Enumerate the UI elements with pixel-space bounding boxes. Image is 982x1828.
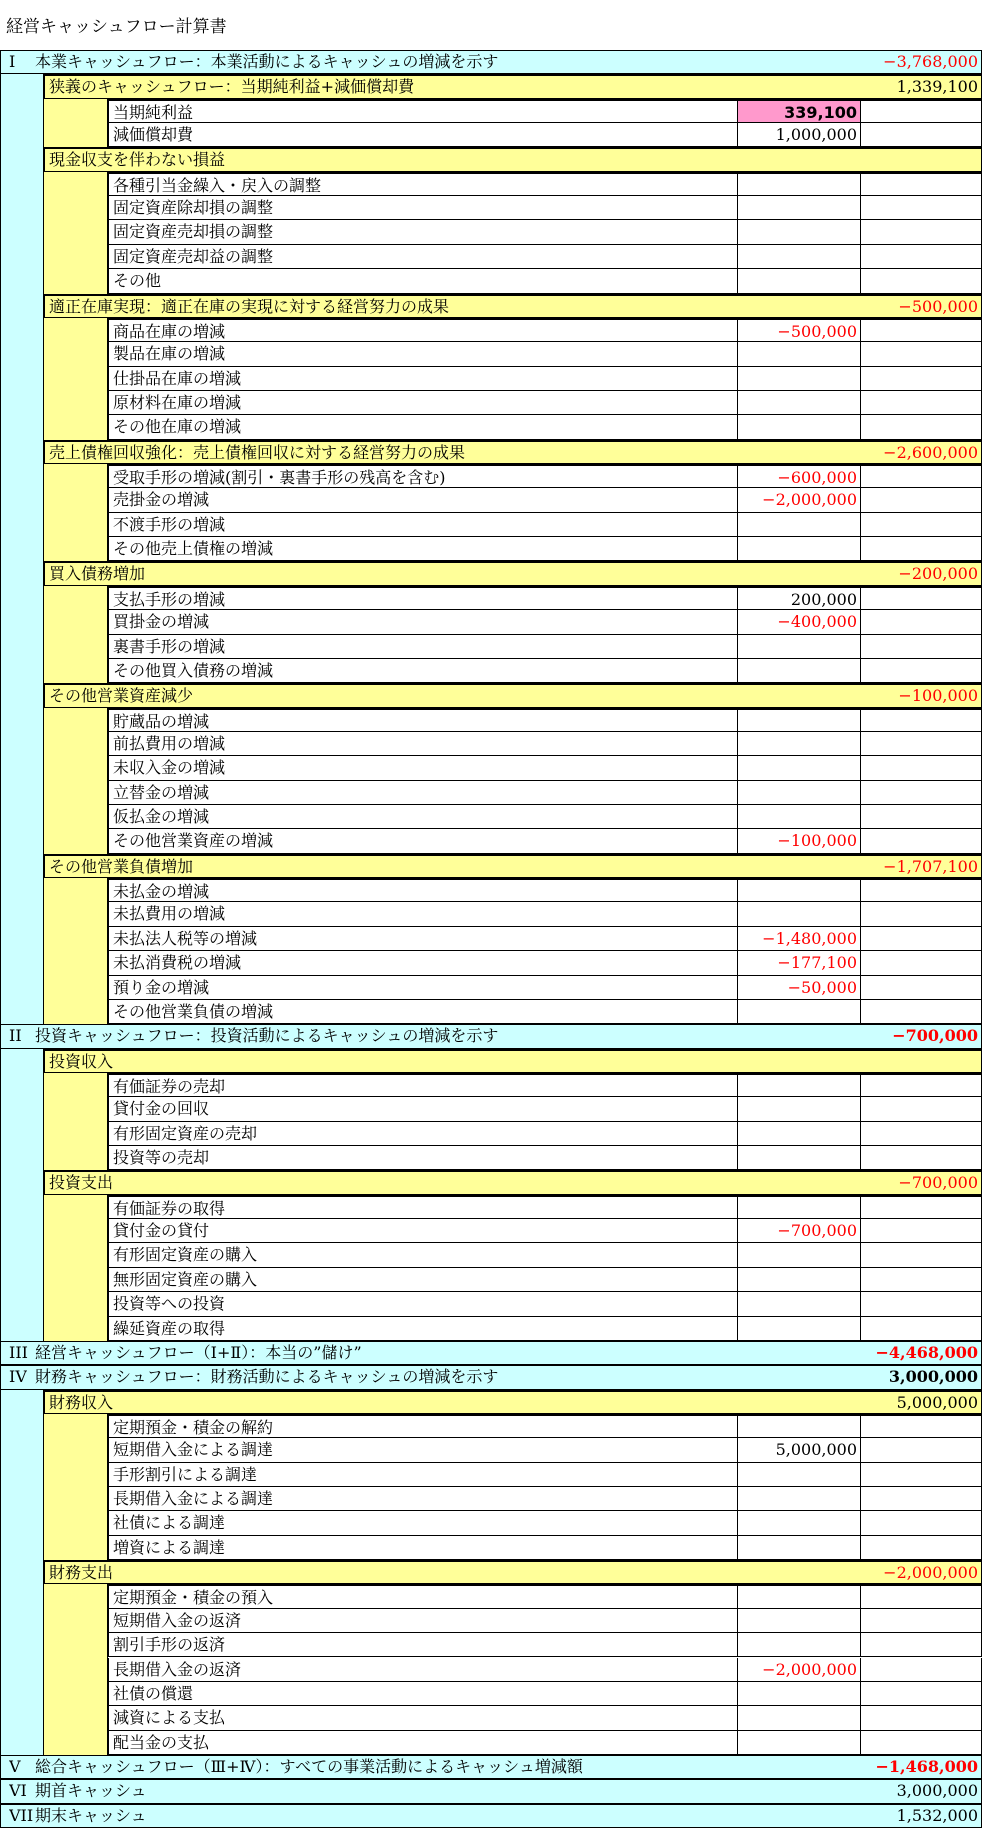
- item-total-cell[interactable]: [860, 1586, 982, 1607]
- item-label: 定期預金・積金の解約: [113, 1417, 274, 1437]
- section-total[interactable]: −4,468,000: [875, 1342, 978, 1362]
- item-row: [108, 1658, 982, 1682]
- item-value-cell[interactable]: [737, 1586, 860, 1607]
- group-total[interactable]: −2,600,000: [883, 442, 978, 462]
- item-label: 固定資産売却損の調整: [113, 222, 274, 242]
- item-label: 当期純利益: [113, 102, 194, 122]
- section-total[interactable]: −700,000: [892, 1026, 978, 1046]
- item-total-cell[interactable]: [860, 1536, 982, 1559]
- group-row: [44, 683, 982, 707]
- item-label: 繰延資産の取得: [113, 1318, 226, 1338]
- section-total[interactable]: −1,468,000: [875, 1756, 978, 1776]
- item-value-cell[interactable]: [737, 1487, 860, 1510]
- group-label: 投資支出: [49, 1173, 114, 1193]
- item-row: [108, 976, 982, 1000]
- item-row: [108, 878, 982, 902]
- item-total-cell[interactable]: [860, 1075, 982, 1096]
- group-row: [44, 1170, 982, 1194]
- item-row: [108, 1122, 982, 1146]
- item-row: [108, 1609, 982, 1633]
- group-row: [44, 74, 982, 98]
- item-value-cell[interactable]: −2,000,000: [737, 1658, 860, 1681]
- item-label: その他営業資産の増減: [113, 831, 274, 851]
- item-total-cell[interactable]: [860, 1122, 982, 1145]
- item-row: [108, 1682, 982, 1706]
- group-label: 現金収支を伴わない損益: [49, 150, 226, 170]
- item-total-cell[interactable]: [860, 951, 982, 974]
- item-total-cell[interactable]: [860, 488, 982, 511]
- item-label: 未払消費税の増減: [113, 953, 242, 973]
- item-row: [108, 732, 982, 756]
- item-total-cell[interactable]: [860, 880, 982, 901]
- item-value-cell[interactable]: [737, 367, 860, 390]
- item-value-cell[interactable]: [737, 1122, 860, 1145]
- section-number: III: [9, 1342, 28, 1362]
- item-total-cell[interactable]: [860, 902, 982, 925]
- item-total-cell[interactable]: [860, 1633, 982, 1656]
- item-label: 手形割引による調達: [113, 1464, 258, 1484]
- item-total-cell[interactable]: [860, 1416, 982, 1437]
- item-total-cell[interactable]: [860, 976, 982, 999]
- group-total[interactable]: [741, 1051, 981, 1072]
- item-value-cell[interactable]: [737, 196, 860, 219]
- item-label: 売掛金の増減: [113, 490, 210, 510]
- item-total-cell[interactable]: [860, 245, 982, 268]
- section-label: 期末キャッシュ: [35, 1805, 147, 1825]
- group-indent-band: [44, 878, 108, 1024]
- item-row: [108, 829, 982, 853]
- item-label: 固定資産除却損の調整: [113, 198, 274, 218]
- item-row: [108, 1292, 982, 1316]
- group-total[interactable]: 5,000,000: [896, 1392, 978, 1412]
- item-value-cell[interactable]: [737, 1536, 860, 1559]
- item-total-cell[interactable]: [860, 635, 982, 658]
- group-total[interactable]: [741, 149, 981, 170]
- item-value-cell[interactable]: [737, 1633, 860, 1656]
- item-value-cell[interactable]: −100,000: [737, 829, 860, 852]
- item-row: [108, 805, 982, 829]
- item-row: [108, 1243, 982, 1267]
- item-row: [108, 902, 982, 926]
- item-row: [108, 513, 982, 537]
- item-value-cell[interactable]: 5,000,000: [737, 1438, 860, 1461]
- item-row: [108, 1219, 982, 1243]
- item-row: [108, 1414, 982, 1438]
- section-label: 期首キャッシュ: [35, 1781, 147, 1801]
- item-total-cell[interactable]: [860, 1511, 982, 1534]
- group-indent-band: [44, 1195, 108, 1341]
- item-value-cell[interactable]: [737, 391, 860, 414]
- group-row: [44, 294, 982, 318]
- item-label: 受取手形の増減(割引・裏書手形の残高を含む): [113, 468, 446, 488]
- group-indent-band: [44, 586, 108, 683]
- item-label: 投資等への投資: [113, 1294, 226, 1314]
- item-value-cell[interactable]: [737, 1197, 860, 1218]
- item-label: 減価償却費: [113, 125, 194, 145]
- item-total-cell[interactable]: [860, 781, 982, 804]
- item-label: 定期預金・積金の預入: [113, 1588, 274, 1608]
- item-value-cell[interactable]: [737, 269, 860, 292]
- item-total-cell[interactable]: [860, 1317, 982, 1340]
- item-total-cell[interactable]: [860, 710, 982, 731]
- item-total-cell[interactable]: [860, 1197, 982, 1218]
- item-label: 支払手形の増減: [113, 589, 226, 609]
- item-row: [108, 196, 982, 220]
- item-row: [108, 172, 982, 196]
- item-total-cell[interactable]: [860, 513, 982, 536]
- group-row: [44, 440, 982, 464]
- item-label: 割引手形の返済: [113, 1635, 226, 1655]
- item-label: 長期借入金による調達: [113, 1489, 274, 1508]
- item-row: [108, 464, 982, 488]
- item-row: [108, 1731, 982, 1755]
- item-label: その他営業負債の増減: [113, 1001, 274, 1021]
- item-label: 社債の償還: [113, 1683, 194, 1703]
- section-row: [0, 50, 982, 74]
- section-row: [0, 1024, 982, 1048]
- group-indent-band: [44, 172, 108, 294]
- item-value-cell[interactable]: [737, 1000, 860, 1023]
- item-label: 長期借入金の返済: [113, 1659, 242, 1679]
- group-row: [44, 1049, 982, 1073]
- group-indent-band: [44, 1073, 108, 1170]
- item-value-cell[interactable]: [737, 1075, 860, 1096]
- item-value-cell[interactable]: [737, 710, 860, 731]
- item-label: その他在庫の増減: [113, 417, 242, 437]
- item-value-cell[interactable]: [737, 220, 860, 243]
- item-label: 裏書手形の増減: [113, 636, 226, 656]
- item-total-cell[interactable]: [860, 829, 982, 852]
- item-label: 有価証券の売却: [113, 1076, 226, 1096]
- item-value-cell[interactable]: [737, 1243, 860, 1266]
- item-label: 有形固定資産の購入: [113, 1245, 258, 1265]
- item-row: [108, 610, 982, 634]
- item-total-cell[interactable]: [860, 1292, 982, 1315]
- item-label: 有価証券の取得: [113, 1198, 226, 1218]
- item-row: [108, 756, 982, 780]
- section-indent-band: [0, 1390, 44, 1755]
- item-total-cell[interactable]: [860, 1243, 982, 1266]
- item-value-cell[interactable]: [737, 415, 860, 438]
- section-label: 投資キャッシュフロー：投資活動によるキャッシュの増減を示す: [35, 1026, 499, 1046]
- item-value-cell[interactable]: −400,000: [737, 610, 860, 633]
- section-total[interactable]: −3,768,000: [883, 52, 978, 71]
- item-total-cell[interactable]: [860, 101, 982, 122]
- item-total-cell[interactable]: [860, 1682, 982, 1705]
- section-number: VI: [9, 1781, 27, 1801]
- group-label: 適正在庫実現：適正在庫の実現に対する経営努力の成果: [49, 296, 450, 316]
- group-label: 投資収入: [49, 1051, 114, 1071]
- item-row: [108, 708, 982, 732]
- group-label: 買入債務増加: [49, 564, 146, 584]
- section-label: 総合キャッシュフロー（Ⅲ+Ⅳ）：すべての事業活動によるキャッシュ増減額: [35, 1756, 583, 1776]
- item-total-cell[interactable]: [860, 1146, 982, 1169]
- item-row: [108, 318, 982, 342]
- item-row: [108, 342, 982, 366]
- item-label: 未払費用の増減: [113, 904, 226, 924]
- section-number: IV: [9, 1367, 27, 1387]
- item-row: [108, 1706, 982, 1730]
- item-total-cell[interactable]: [860, 367, 982, 390]
- item-total-cell[interactable]: [860, 537, 982, 560]
- item-row: [108, 1000, 982, 1024]
- group-indent-band: [44, 464, 108, 561]
- item-row: [108, 415, 982, 439]
- item-label: 配当金の支払: [113, 1732, 210, 1752]
- item-value-cell[interactable]: −50,000: [737, 976, 860, 999]
- item-label: 減資による支払: [113, 1708, 226, 1728]
- section-label: 経営キャッシュフロー（Ⅰ+Ⅱ）：本当の”儲け”: [35, 1342, 362, 1362]
- item-label: その他買入債務の増減: [113, 660, 274, 680]
- item-label: 預り金の増減: [113, 977, 210, 997]
- item-row: [108, 927, 982, 951]
- group-indent-band: [44, 318, 108, 440]
- item-label: 仕掛品在庫の増減: [113, 368, 242, 388]
- item-row: [108, 269, 982, 293]
- item-total-cell[interactable]: [860, 805, 982, 828]
- item-label: 投資等の売却: [113, 1148, 210, 1168]
- item-value-cell[interactable]: [737, 245, 860, 268]
- item-total-cell[interactable]: [860, 123, 982, 146]
- item-value-cell[interactable]: −600,000: [737, 466, 860, 487]
- item-total-cell[interactable]: [860, 659, 982, 682]
- item-total-cell[interactable]: [860, 174, 982, 195]
- item-label: 短期借入金による調達: [113, 1440, 274, 1460]
- item-row: [108, 123, 982, 147]
- item-label: 社債による調達: [113, 1513, 226, 1533]
- item-label: 未収入金の増減: [113, 758, 226, 778]
- section-number: II: [9, 1026, 22, 1046]
- item-row: [108, 1073, 982, 1097]
- section-label: 本業キャッシュフロー：本業活動によるキャッシュの増減を示す: [35, 52, 499, 71]
- item-total-cell[interactable]: [860, 1658, 982, 1681]
- group-label: 財務収入: [49, 1392, 114, 1412]
- section-total[interactable]: 1,532,000: [896, 1805, 978, 1825]
- item-value-cell[interactable]: [737, 781, 860, 804]
- group-row: [44, 1390, 982, 1414]
- item-total-cell[interactable]: [860, 196, 982, 219]
- item-value-cell[interactable]: −700,000: [737, 1219, 860, 1242]
- item-value-cell[interactable]: [737, 732, 860, 755]
- group-indent-band: [44, 1414, 108, 1560]
- item-row: [108, 488, 982, 512]
- item-value-cell[interactable]: [737, 756, 860, 779]
- item-label: 貸付金の貸付: [113, 1221, 210, 1241]
- item-label: 不渡手形の増減: [113, 514, 226, 534]
- item-total-cell[interactable]: [860, 1463, 982, 1486]
- group-label: 売上債権回収強化：売上債権回収に対する経営努力の成果: [49, 442, 466, 462]
- group-label: その他営業負債増加: [49, 856, 194, 876]
- item-label: 製品在庫の増減: [113, 344, 226, 364]
- group-total[interactable]: −700,000: [898, 1173, 978, 1193]
- item-total-cell[interactable]: [860, 466, 982, 487]
- item-row: [108, 586, 982, 610]
- item-value-cell[interactable]: −2,000,000: [737, 488, 860, 511]
- item-value-cell[interactable]: −1,480,000: [737, 927, 860, 950]
- item-total-cell[interactable]: [860, 1487, 982, 1510]
- item-total-cell[interactable]: [860, 1219, 982, 1242]
- section-indent-band: [0, 74, 44, 1024]
- item-value-cell[interactable]: [737, 1268, 860, 1291]
- section-label: 財務キャッシュフロー：財務活動によるキャッシュの増減を示す: [35, 1367, 499, 1387]
- item-label: 前払費用の増減: [113, 733, 226, 753]
- item-row: [108, 781, 982, 805]
- item-total-cell[interactable]: [860, 588, 982, 609]
- item-label: 貸付金の回収: [113, 1099, 210, 1119]
- item-value-cell[interactable]: [737, 1317, 860, 1340]
- item-value-cell[interactable]: [737, 880, 860, 901]
- item-row: [108, 1268, 982, 1292]
- item-value-cell[interactable]: [737, 174, 860, 195]
- item-value-cell[interactable]: [737, 659, 860, 682]
- item-value-cell[interactable]: 1,000,000: [737, 123, 860, 146]
- item-row: [108, 1511, 982, 1535]
- item-label: 増資による調達: [113, 1537, 226, 1557]
- item-label: 各種引当金繰入・戻入の調整: [113, 175, 322, 195]
- item-label: 固定資産売却益の調整: [113, 246, 274, 266]
- item-value-cell[interactable]: [737, 1682, 860, 1705]
- item-value-cell[interactable]: −177,100: [737, 951, 860, 974]
- item-value-cell[interactable]: [737, 902, 860, 925]
- section-number: I: [9, 52, 16, 71]
- item-total-cell[interactable]: [860, 391, 982, 414]
- item-row: [108, 99, 982, 123]
- item-label: 有形固定資産の売却: [113, 1123, 258, 1143]
- item-row: [108, 391, 982, 415]
- item-row: [108, 1097, 982, 1121]
- item-value-cell[interactable]: [737, 1097, 860, 1120]
- item-total-cell[interactable]: [860, 756, 982, 779]
- item-row: [108, 1536, 982, 1560]
- item-label: 短期借入金の返済: [113, 1610, 242, 1630]
- section-row: [0, 1804, 982, 1828]
- item-label: その他売上債権の増減: [113, 539, 274, 559]
- section-row: [0, 1755, 982, 1779]
- group-label: その他営業資産減少: [49, 686, 194, 706]
- section-row: [0, 1779, 982, 1803]
- group-row: [44, 561, 982, 585]
- section-row: [0, 1365, 982, 1389]
- group-total[interactable]: −100,000: [898, 686, 978, 706]
- item-label: 買掛金の増減: [113, 612, 210, 632]
- group-total[interactable]: −2,000,000: [883, 1563, 978, 1583]
- item-value-cell[interactable]: 200,000: [737, 588, 860, 609]
- item-value-cell[interactable]: [737, 635, 860, 658]
- section-number: V: [9, 1756, 21, 1776]
- item-total-cell[interactable]: [860, 1706, 982, 1729]
- page-title: 経営キャッシュフロー計算書: [6, 17, 227, 37]
- section-indent-band: [0, 1049, 44, 1341]
- item-value-cell[interactable]: [737, 1146, 860, 1169]
- item-total-cell[interactable]: [860, 610, 982, 633]
- group-total[interactable]: 1,339,100: [896, 77, 978, 97]
- item-label: 未払金の増減: [113, 882, 210, 902]
- group-total[interactable]: −200,000: [898, 564, 978, 584]
- item-total-cell[interactable]: [860, 415, 982, 438]
- item-value-cell[interactable]: −500,000: [737, 320, 860, 341]
- group-label: 狭義のキャッシュフロー：当期純利益+減価償却費: [49, 77, 415, 97]
- item-row: [108, 245, 982, 269]
- item-value-cell[interactable]: [737, 805, 860, 828]
- item-label: 立替金の増減: [113, 782, 210, 802]
- item-label: 商品在庫の増減: [113, 321, 226, 341]
- group-label: 財務支出: [49, 1563, 114, 1583]
- group-total[interactable]: −1,707,100: [883, 856, 978, 876]
- item-row: [108, 220, 982, 244]
- group-row: [44, 854, 982, 878]
- item-row: [108, 1584, 982, 1608]
- item-total-cell[interactable]: [860, 220, 982, 243]
- section-number: VII: [9, 1805, 34, 1825]
- item-value-cell[interactable]: [737, 1416, 860, 1437]
- section-total[interactable]: 3,000,000: [888, 1367, 978, 1387]
- item-value-cell[interactable]: [737, 1292, 860, 1315]
- item-value-cell[interactable]: [737, 1731, 860, 1754]
- item-total-cell[interactable]: [860, 320, 982, 341]
- item-value-cell[interactable]: 339,100: [737, 101, 860, 122]
- item-row: [108, 659, 982, 683]
- item-total-cell[interactable]: [860, 732, 982, 755]
- group-indent-band: [44, 708, 108, 854]
- section-total[interactable]: 3,000,000: [896, 1781, 978, 1801]
- item-value-cell[interactable]: [737, 1511, 860, 1534]
- item-total-cell[interactable]: [860, 1000, 982, 1023]
- item-label: その他: [113, 271, 162, 291]
- item-total-cell[interactable]: [860, 1609, 982, 1632]
- item-label: 仮払金の増減: [113, 807, 210, 827]
- item-total-cell[interactable]: [860, 342, 982, 365]
- section-row: [0, 1341, 982, 1365]
- item-value-cell[interactable]: [737, 537, 860, 560]
- item-row: [108, 1633, 982, 1657]
- group-row: [44, 147, 982, 171]
- item-value-cell[interactable]: [737, 1706, 860, 1729]
- item-row: [108, 1317, 982, 1341]
- group-row: [44, 1560, 982, 1584]
- group-total[interactable]: −500,000: [898, 296, 978, 316]
- item-value-cell[interactable]: [737, 513, 860, 536]
- group-indent-band: [44, 99, 108, 148]
- item-label: 貯蔵品の増減: [113, 711, 210, 731]
- item-value-cell[interactable]: [737, 1463, 860, 1486]
- item-value-cell[interactable]: [737, 1609, 860, 1632]
- item-row: [108, 367, 982, 391]
- item-value-cell[interactable]: [737, 342, 860, 365]
- item-total-cell[interactable]: [860, 269, 982, 292]
- item-row: [108, 951, 982, 975]
- item-row: [108, 537, 982, 561]
- item-label: 未払法人税等の増減: [113, 928, 258, 948]
- item-total-cell[interactable]: [860, 1731, 982, 1754]
- item-label: 無形固定資産の購入: [113, 1269, 258, 1289]
- item-total-cell[interactable]: [860, 927, 982, 950]
- item-row: [108, 1146, 982, 1170]
- item-row: [108, 1195, 982, 1219]
- item-total-cell[interactable]: [860, 1097, 982, 1120]
- item-row: [108, 1487, 982, 1511]
- item-label: 原材料在庫の増減: [113, 392, 242, 412]
- item-row: [108, 635, 982, 659]
- group-indent-band: [44, 1584, 108, 1754]
- item-row: [108, 1463, 982, 1487]
- item-total-cell[interactable]: [860, 1268, 982, 1291]
- item-row: [108, 1438, 982, 1462]
- item-total-cell[interactable]: [860, 1438, 982, 1461]
